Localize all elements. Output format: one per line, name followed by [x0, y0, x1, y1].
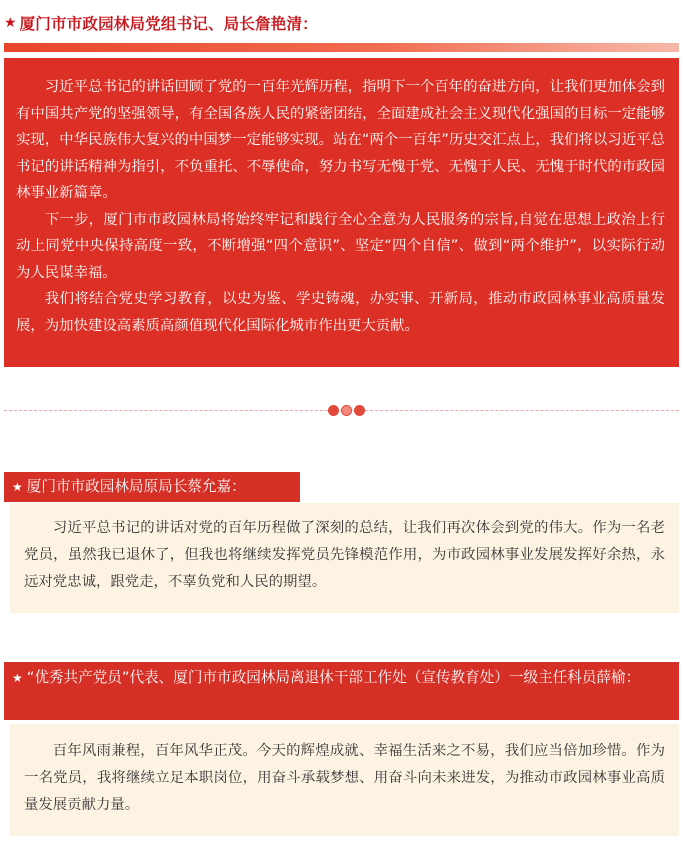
- section1-paragraph: 习近平总书记的讲话回顾了党的一百年光辉历程，指明下一个百年的奋进方向，让我们更加体会到有中国共产党的坚强领导，有全国各族人民的紧密团结，全面建成社会主义现代化强国的目标一定能够实现，中华民族伟大复兴的中国梦一定能够实现。站在“两个一百年”历史交汇点上，我们将以习近平总书记的讲话精神为指引，不负重托、不辱使命，努力书写无愧于党、无愧于人民、无愧于时代的市政园林事业新篇章。: [16, 79, 665, 201]
- section2-label: [4, 472, 300, 502]
- section3-label: [4, 662, 679, 720]
- section2-quote-box: [10, 503, 679, 613]
- section1-paragraph: 下一步，厦门市市政园林局将始终牢记和践行全心全意为人民服务的宗旨,自觉在思想上政治上行动上同党中央保持高度一致，不断增强“四个意识”、坚定“四个自信”、做到“两个维护”，以实际行动为人民谋幸福。: [16, 211, 665, 281]
- section1-heading: [4, 8, 318, 38]
- star-icon: ★: [12, 671, 23, 685]
- dot-icon: [354, 405, 365, 416]
- divider-dots-ornament: [325, 403, 367, 417]
- section3-paragraph: 百年风雨兼程，百年风华正茂。今天的辉煌成就、幸福生活来之不易，我们应当倍加珍惜。作为一名党员，我将继续立足本职岗位，用奋斗承载梦想、用奋斗向未来进发，为推动市政园林事业高质量发展贡献力量。: [24, 743, 665, 813]
- section1-paragraph: 我们将结合党史学习教育，以史为鉴、学史铸魂，办实事、开新局，推动市政园林事业高质量发展，为加快建设高素质高颜值现代化国际化城市作出更大贡献。: [16, 291, 665, 334]
- section3-quote-box: [10, 724, 679, 836]
- star-icon: ★: [12, 480, 23, 494]
- section2-paragraph: 习近平总书记的讲话对党的百年历程做了深刻的总结，让我们再次体会到党的伟大。作为一名老党员，虽然我已退休了，但我也将继续发挥党员先锋模范作用，为市政园林事业发展发挥好余热，永远对党忠诚，跟党走，不辜负党和人民的期望。: [24, 520, 665, 590]
- gradient-divider-bar: [4, 43, 679, 52]
- section3-title: “优秀共产党员”代表、厦门市市政园林局离退休干部工作处（宣传教育处）一级主任科员薛榆：: [26, 669, 641, 686]
- section1-quote-box: [4, 58, 679, 367]
- section1-title: 厦门市市政园林局党组书记、局长詹艳清：: [19, 15, 318, 33]
- section2-title: 厦门市市政园林局原局长蔡允嘉：: [26, 478, 246, 495]
- dot-icon: [341, 405, 352, 416]
- star-icon: ★: [4, 15, 17, 31]
- dot-icon: [328, 405, 339, 416]
